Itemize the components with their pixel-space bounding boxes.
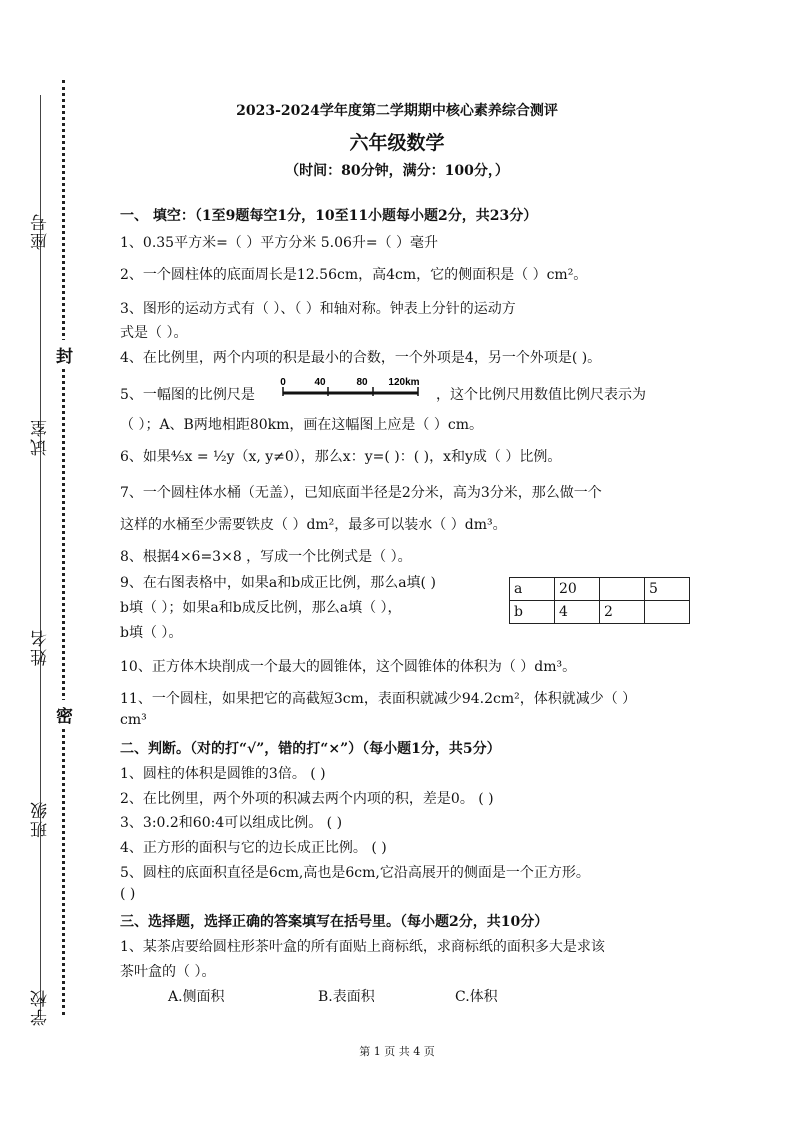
option-c: C.体积: [455, 989, 498, 1005]
page-footer: 第 1 页 共 4 页: [359, 1045, 435, 1058]
question-1-11b: cm³: [120, 712, 147, 728]
table-row: [510, 578, 690, 601]
scale-label: 40: [314, 377, 326, 388]
label-seat-number: 座号: [31, 212, 51, 250]
seal-char-mi: 密: [56, 700, 73, 729]
question-1-3a: 3、图形的运动方式有（ ）、（ ）和轴对称。钟表上分针的运动方: [120, 301, 516, 317]
option-b: B.表面积: [318, 989, 375, 1005]
question-1-1: 1、0.35平方米=（ ）平方分米 5.06升=（ ）毫升: [120, 235, 439, 251]
question-1-11a: 11、一个圆柱，如果把它的高截短3cm，表面积就减少94.2cm²，体积就减少（ ）: [120, 691, 637, 707]
seal-char-feng: 封: [56, 340, 73, 369]
question-1-8: 8、根据4×6=3×8 ，写成一个比例式是（ ）。: [120, 549, 412, 565]
question-1-2: 2、一个圆柱体的底面周长是12.56cm，高4cm，它的侧面积是（ ）cm²。: [120, 267, 588, 283]
question-3-1b: 茶叶盒的（ ）。: [120, 964, 216, 980]
question-1-9c: b填（ ）。: [120, 625, 183, 641]
scale-label: 80: [356, 377, 368, 388]
label-class: 班级: [31, 800, 51, 838]
table-cell: [645, 601, 690, 624]
label-exam-room: 试室: [31, 418, 51, 456]
question-1-3b: 式是（ ）。: [120, 325, 188, 341]
question-3-1a: 1、某茶店要给圆柱形茶叶盒的所有面贴上商标纸，求商标纸的面积多大是求该: [120, 939, 605, 955]
binding-dotted-line: [62, 80, 71, 1015]
question-1-6: 6、如果⁴⁄₅x = ¹⁄₂y（x, y≠0），那么x：y=( )：( )，x和y成（ ）比例。: [120, 449, 562, 465]
scale-bar-graphic: [280, 375, 430, 399]
question-1-5b: （ ）；A、B两地相距80km，画在这幅图上应是（ ）cm。: [120, 417, 483, 433]
table-cell: 20: [555, 578, 600, 601]
section3-heading: 三、选择题，选择正确的答案填写在括号里。（每小题2分，共10分）: [120, 914, 549, 930]
question-2-5a: 5、圆柱的底面积直径是6cm,高也是6cm,它沿高展开的侧面是一个正方形。: [120, 865, 590, 881]
exam-info: （时间：80分钟，满分：100分，）: [285, 163, 509, 179]
question-1-7a: 7、一个圆柱体水桶（无盖），已知底面半径是2分米，高为3分米，那么做一个: [120, 485, 602, 501]
question-2-2: 2、在比例里，两个外项的积减去两个内项的积，差是0。 ( ): [120, 791, 494, 807]
scale-label: 0: [280, 377, 286, 388]
table-cell: [600, 578, 645, 601]
question-2-3: 3、3:0.2和60:4可以组成比例。 ( ): [120, 815, 343, 831]
table-cell: a: [510, 578, 555, 601]
section1-heading: 一、 填空：（1至9题每空1分，10至11小题每小题2分，共23分）: [120, 208, 538, 224]
question-1-10: 10、正方体木块削成一个最大的圆锥体，这个圆锥体的体积为（ ）dm³。: [120, 659, 577, 675]
label-name: 姓名: [31, 628, 51, 666]
subject-title: 六年级数学: [349, 132, 445, 154]
table-cell: 4: [555, 601, 600, 624]
question-2-4: 4、正方形的面积与它的边长成正比例。 ( ): [120, 840, 387, 856]
exam-title: 2023-2024学年度第二学期期中核心素养综合测评: [236, 103, 558, 119]
question-2-1: 1、圆柱的体积是圆锥的3倍。 ( ): [120, 766, 326, 782]
table-cell: 5: [645, 578, 690, 601]
table-cell: b: [510, 601, 555, 624]
table-cell: 2: [600, 601, 645, 624]
option-a: A.侧面积: [168, 989, 225, 1005]
label-school: 学校: [31, 988, 51, 1026]
question-1-7b: 这样的水桶至少需要铁皮（ ）dm²，最多可以装水（ ）dm³。: [120, 517, 507, 533]
scale-label: 120km: [388, 377, 420, 388]
question-1-9b: b填（ ）；如果a和b成反比例，那么a填（ ），: [120, 600, 402, 616]
question-1-5a-suffix: ，这个比例尺用数值比例尺表示为: [436, 387, 646, 403]
section2-heading: 二、判断。（对的打“√”，错的打“×”）（每小题1分，共5分）: [120, 741, 501, 757]
question-2-5b: ( ): [120, 886, 136, 902]
question-1-9a: 9、在右图表格中，如果a和b成正比例，那么a填( ): [120, 575, 436, 591]
ab-table: [509, 577, 690, 624]
question-1-5a-prefix: 5、一幅图的比例尺是: [120, 387, 255, 403]
table-row: [510, 601, 690, 624]
question-1-4: 4、在比例里，两个内项的积是最小的合数，一个外项是4，另一个外项是( )。: [120, 350, 602, 366]
